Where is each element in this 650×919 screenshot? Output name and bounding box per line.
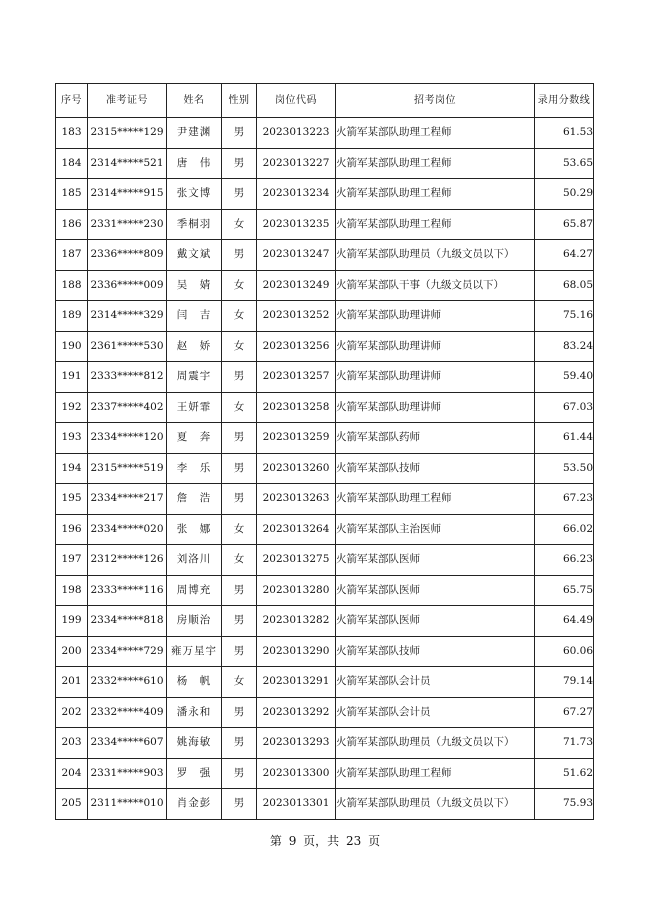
cell-name: 刘洛川 — [167, 545, 222, 576]
cell-name: 房顺治 — [167, 606, 222, 637]
cell-score: 61.53 — [535, 118, 594, 149]
cell-post-code: 2023013227 — [257, 148, 336, 179]
cell-post: 火箭军某部队助理工程师 — [336, 179, 535, 210]
cell-post-code: 2023013257 — [257, 362, 336, 393]
cell-post: 火箭军某部队医师 — [336, 545, 535, 576]
cell-post: 火箭军某部队药师 — [336, 423, 535, 454]
cell-exam-id: 2315*****519 — [88, 453, 167, 484]
cell-post: 火箭军某部队医师 — [336, 606, 535, 637]
cell-gender: 男 — [222, 240, 257, 271]
cell-gender: 男 — [222, 148, 257, 179]
cell-name: 罗 强 — [167, 758, 222, 789]
cell-name: 周博充 — [167, 575, 222, 606]
cell-index: 202 — [56, 697, 88, 728]
table-row — [56, 179, 594, 210]
table-row — [56, 148, 594, 179]
cell-gender: 女 — [222, 301, 257, 332]
cell-index: 197 — [56, 545, 88, 576]
cell-score: 53.65 — [535, 148, 594, 179]
cell-exam-id: 2331*****903 — [88, 758, 167, 789]
table-row — [56, 606, 594, 637]
cell-exam-id: 2337*****402 — [88, 392, 167, 423]
cell-exam-id: 2315*****129 — [88, 118, 167, 149]
cell-index: 191 — [56, 362, 88, 393]
cell-score: 66.02 — [535, 514, 594, 545]
cell-post: 火箭军某部队助理员（九级文员以下） — [336, 728, 535, 759]
cell-post: 火箭军某部队助理讲师 — [336, 301, 535, 332]
cell-score: 65.87 — [535, 209, 594, 240]
cell-exam-id: 2332*****610 — [88, 667, 167, 698]
cell-post-code: 2023013252 — [257, 301, 336, 332]
cell-post: 火箭军某部队主治医师 — [336, 514, 535, 545]
cell-post-code: 2023013263 — [257, 484, 336, 515]
cell-exam-id: 2312*****126 — [88, 545, 167, 576]
cell-post-code: 2023013259 — [257, 423, 336, 454]
cell-post: 火箭军某部队助理讲师 — [336, 392, 535, 423]
col-header-post: 招考岗位 — [336, 84, 535, 118]
table-row — [56, 301, 594, 332]
page-number: 第 9 页，共 23 页 — [269, 834, 381, 848]
cell-exam-id: 2314*****521 — [88, 148, 167, 179]
cell-post: 火箭军某部队助理工程师 — [336, 484, 535, 515]
cell-post-code: 2023013280 — [257, 575, 336, 606]
table-row — [56, 331, 594, 362]
cell-gender: 女 — [222, 667, 257, 698]
cell-post-code: 2023013292 — [257, 697, 336, 728]
cell-score: 53.50 — [535, 453, 594, 484]
table-row — [56, 209, 594, 240]
cell-index: 195 — [56, 484, 88, 515]
col-header-exam-id: 准考证号 — [88, 84, 167, 118]
cell-post: 火箭军某部队技师 — [336, 453, 535, 484]
cell-exam-id: 2311*****010 — [88, 789, 167, 820]
table-row — [56, 545, 594, 576]
cell-exam-id: 2314*****329 — [88, 301, 167, 332]
cell-name: 姚海敏 — [167, 728, 222, 759]
cell-post-code: 2023013235 — [257, 209, 336, 240]
cell-score: 79.14 — [535, 667, 594, 698]
cell-gender: 女 — [222, 514, 257, 545]
cell-gender: 女 — [222, 270, 257, 301]
cell-name: 戴文斌 — [167, 240, 222, 271]
cell-post-code: 2023013264 — [257, 514, 336, 545]
cell-exam-id: 2334*****607 — [88, 728, 167, 759]
cell-gender: 男 — [222, 362, 257, 393]
table-row — [56, 728, 594, 759]
cell-exam-id: 2336*****809 — [88, 240, 167, 271]
results-table — [55, 83, 594, 820]
cell-name: 唐 伟 — [167, 148, 222, 179]
cell-index: 192 — [56, 392, 88, 423]
cell-post-code: 2023013234 — [257, 179, 336, 210]
cell-score: 68.05 — [535, 270, 594, 301]
cell-gender: 男 — [222, 789, 257, 820]
cell-exam-id: 2334*****729 — [88, 636, 167, 667]
cell-post: 火箭军某部队会计员 — [336, 697, 535, 728]
cell-index: 186 — [56, 209, 88, 240]
col-header-score: 录用分数线 — [535, 84, 594, 118]
cell-score: 67.27 — [535, 697, 594, 728]
cell-gender: 男 — [222, 697, 257, 728]
col-header-post-code: 岗位代码 — [257, 84, 336, 118]
cell-post-code: 2023013247 — [257, 240, 336, 271]
cell-gender: 男 — [222, 606, 257, 637]
cell-exam-id: 2334*****818 — [88, 606, 167, 637]
cell-name: 王妍霏 — [167, 392, 222, 423]
cell-name: 雍万星宇 — [167, 636, 222, 667]
cell-score: 64.49 — [535, 606, 594, 637]
cell-index: 199 — [56, 606, 88, 637]
cell-post-code: 2023013256 — [257, 331, 336, 362]
cell-index: 196 — [56, 514, 88, 545]
cell-post-code: 2023013290 — [257, 636, 336, 667]
table-row — [56, 118, 594, 149]
cell-exam-id: 2334*****120 — [88, 423, 167, 454]
cell-name: 张文博 — [167, 179, 222, 210]
cell-name: 夏 奔 — [167, 423, 222, 454]
cell-index: 190 — [56, 331, 88, 362]
cell-index: 187 — [56, 240, 88, 271]
table-row — [56, 575, 594, 606]
cell-name: 杨 帆 — [167, 667, 222, 698]
cell-index: 194 — [56, 453, 88, 484]
table-row — [56, 636, 594, 667]
cell-score: 59.40 — [535, 362, 594, 393]
cell-gender: 女 — [222, 392, 257, 423]
table-row — [56, 453, 594, 484]
cell-gender: 男 — [222, 758, 257, 789]
cell-post-code: 2023013300 — [257, 758, 336, 789]
cell-score: 61.44 — [535, 423, 594, 454]
cell-gender: 男 — [222, 484, 257, 515]
cell-name: 詹 浩 — [167, 484, 222, 515]
table-row — [56, 697, 594, 728]
table-header-row — [56, 84, 594, 118]
cell-post-code: 2023013258 — [257, 392, 336, 423]
cell-exam-id: 2333*****116 — [88, 575, 167, 606]
col-header-gender: 性别 — [222, 84, 257, 118]
cell-gender: 男 — [222, 728, 257, 759]
cell-gender: 男 — [222, 575, 257, 606]
table-row — [56, 667, 594, 698]
cell-score: 75.93 — [535, 789, 594, 820]
cell-gender: 男 — [222, 423, 257, 454]
cell-name: 吴 婧 — [167, 270, 222, 301]
cell-exam-id: 2334*****020 — [88, 514, 167, 545]
table-row — [56, 514, 594, 545]
cell-post-code: 2023013293 — [257, 728, 336, 759]
cell-index: 201 — [56, 667, 88, 698]
table-row — [56, 423, 594, 454]
cell-post-code: 2023013301 — [257, 789, 336, 820]
cell-post: 火箭军某部队助理工程师 — [336, 209, 535, 240]
cell-name: 潘永和 — [167, 697, 222, 728]
cell-index: 198 — [56, 575, 88, 606]
cell-score: 51.62 — [535, 758, 594, 789]
cell-name: 张 娜 — [167, 514, 222, 545]
table-row — [56, 362, 594, 393]
cell-exam-id: 2361*****530 — [88, 331, 167, 362]
cell-exam-id: 2336*****009 — [88, 270, 167, 301]
cell-exam-id: 2333*****812 — [88, 362, 167, 393]
cell-post-code: 2023013275 — [257, 545, 336, 576]
cell-index: 188 — [56, 270, 88, 301]
table-row — [56, 484, 594, 515]
cell-gender: 女 — [222, 331, 257, 362]
cell-score: 83.24 — [535, 331, 594, 362]
cell-name: 尹建渊 — [167, 118, 222, 149]
cell-name: 李 乐 — [167, 453, 222, 484]
cell-name: 肖金彭 — [167, 789, 222, 820]
cell-gender: 男 — [222, 118, 257, 149]
cell-index: 189 — [56, 301, 88, 332]
cell-post: 火箭军某部队助理讲师 — [336, 331, 535, 362]
cell-post: 火箭军某部队助理工程师 — [336, 118, 535, 149]
cell-gender: 女 — [222, 209, 257, 240]
cell-post: 火箭军某部队医师 — [336, 575, 535, 606]
cell-index: 204 — [56, 758, 88, 789]
cell-index: 203 — [56, 728, 88, 759]
cell-index: 193 — [56, 423, 88, 454]
cell-name: 赵 娇 — [167, 331, 222, 362]
cell-gender: 男 — [222, 636, 257, 667]
cell-index: 184 — [56, 148, 88, 179]
cell-post: 火箭军某部队助理讲师 — [336, 362, 535, 393]
table-row — [56, 240, 594, 271]
cell-name: 闫 吉 — [167, 301, 222, 332]
cell-gender: 女 — [222, 545, 257, 576]
table-row — [56, 392, 594, 423]
table-row — [56, 270, 594, 301]
cell-post: 火箭军某部队干事（九级文员以下） — [336, 270, 535, 301]
cell-post: 火箭军某部队助理员（九级文员以下） — [336, 789, 535, 820]
cell-post-code: 2023013223 — [257, 118, 336, 149]
cell-post: 火箭军某部队技师 — [336, 636, 535, 667]
cell-score: 50.29 — [535, 179, 594, 210]
cell-post: 火箭军某部队助理工程师 — [336, 148, 535, 179]
cell-score: 71.73 — [535, 728, 594, 759]
cell-gender: 男 — [222, 453, 257, 484]
cell-exam-id: 2334*****217 — [88, 484, 167, 515]
table-row — [56, 789, 594, 820]
cell-post: 火箭军某部队助理员（九级文员以下） — [336, 240, 535, 271]
cell-post: 火箭军某部队会计员 — [336, 667, 535, 698]
table-row — [56, 758, 594, 789]
cell-index: 183 — [56, 118, 88, 149]
cell-score: 67.23 — [535, 484, 594, 515]
cell-name: 周震宇 — [167, 362, 222, 393]
cell-post-code: 2023013282 — [257, 606, 336, 637]
cell-score: 66.23 — [535, 545, 594, 576]
cell-index: 185 — [56, 179, 88, 210]
col-header-index: 序号 — [56, 84, 88, 118]
cell-post-code: 2023013291 — [257, 667, 336, 698]
cell-score: 64.27 — [535, 240, 594, 271]
cell-score: 60.06 — [535, 636, 594, 667]
cell-exam-id: 2332*****409 — [88, 697, 167, 728]
col-header-name: 姓名 — [167, 84, 222, 118]
cell-gender: 男 — [222, 179, 257, 210]
cell-post-code: 2023013249 — [257, 270, 336, 301]
cell-name: 季桐羽 — [167, 209, 222, 240]
cell-post-code: 2023013260 — [257, 453, 336, 484]
cell-score: 67.03 — [535, 392, 594, 423]
cell-post: 火箭军某部队助理工程师 — [336, 758, 535, 789]
cell-index: 205 — [56, 789, 88, 820]
cell-index: 200 — [56, 636, 88, 667]
cell-exam-id: 2331*****230 — [88, 209, 167, 240]
cell-exam-id: 2314*****915 — [88, 179, 167, 210]
cell-score: 75.16 — [535, 301, 594, 332]
cell-score: 65.75 — [535, 575, 594, 606]
